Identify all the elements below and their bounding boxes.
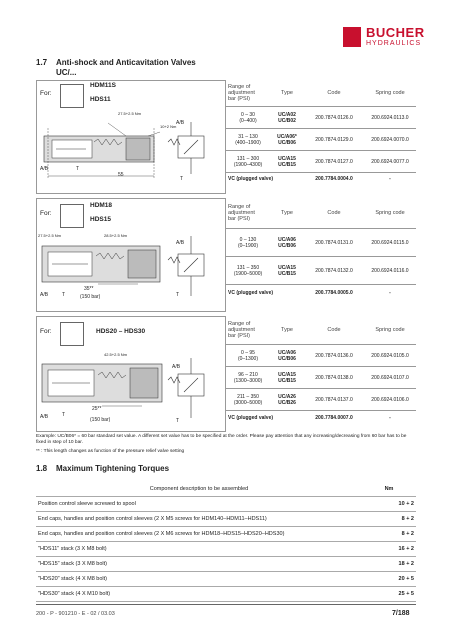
spring-cell: 200.6924.0070.0 — [364, 129, 416, 151]
torque-row-desc: "HDS30" stack (4 X M10 bolt) — [36, 587, 362, 602]
section-number: 1.7 — [36, 58, 48, 67]
torque-row-val: 18 + 2 — [362, 557, 416, 572]
type-cell: UC/A06* UC/B06 — [270, 129, 304, 151]
torque-row-desc: "HDS20" stack (4 X M8 bolt) — [36, 572, 362, 587]
range-cell: 211 – 350 (3000–5000) — [226, 389, 270, 411]
spring-cell: 200.6924.0106.0 — [364, 389, 416, 411]
port-label: A/B — [40, 166, 49, 172]
range-cell: 131 – 300 (1900–4300) — [226, 151, 270, 173]
code-cell: 200.7874.0132.0 — [304, 257, 364, 285]
vc-code: 200.7784.0007.0 — [315, 414, 353, 421]
code-cell: 200.7874.0129.0 — [304, 129, 364, 151]
port-label: T — [62, 412, 66, 418]
vc-code: 200.7784.0005.0 — [315, 289, 353, 296]
vc-spring: - — [389, 289, 391, 296]
port-label: A/B — [40, 292, 49, 298]
valve-cross-section-drawing-2 — [38, 232, 223, 308]
type-cell: UC/A02 UC/B02 — [270, 107, 304, 129]
vc-spring: - — [389, 175, 391, 182]
header-type: Type — [270, 316, 304, 345]
for-label: For: — [40, 328, 52, 335]
torque-row-val: 8 + 2 — [362, 512, 416, 527]
model-name: HDM18 — [90, 202, 113, 209]
dimension-label: 35** — [84, 286, 94, 292]
section-number: 1.8 — [36, 464, 48, 473]
spring-cell: 200.6924.0107.0 — [364, 367, 416, 389]
spring-cell: 200.6924.0116.0 — [364, 257, 416, 285]
type-cell: UC/A06 UC/B06 — [270, 345, 304, 367]
port-label: A/B — [40, 414, 49, 420]
spring-cell: 200.6924.0077.0 — [364, 151, 416, 173]
torque-row-val: 20 + 5 — [362, 572, 416, 587]
model-name: HDS11 — [90, 96, 111, 103]
type-cell: UC/A26 UC/B26 — [270, 389, 304, 411]
valve-cross-section-drawing-3 — [38, 350, 223, 428]
for-label: For: — [40, 90, 52, 97]
symbol-port-label: A/B — [176, 120, 185, 126]
spec-table-2 — [226, 198, 416, 301]
torque-row-desc: End caps, handles and position control sleeves (2 X M6 screws for HDM18–HDS15–HDS20–HDS30) — [36, 527, 362, 542]
torque-row-desc: Position control sleeve screwed to spool — [36, 497, 362, 512]
torque-header-desc: Component description to be assembled — [36, 482, 362, 497]
code-cell: 200.7874.0126.0 — [304, 107, 364, 129]
header-range: Range of adjustment bar (PSI) — [226, 316, 270, 345]
symbol-port-label: T — [180, 176, 184, 182]
brand-name: BUCHER — [366, 25, 425, 40]
header-code: Code — [304, 316, 364, 345]
symbol-port-label: A/B — [172, 364, 181, 370]
symbol-port-label: T — [176, 418, 180, 424]
note-example: Example: UC/B06* = 60 bar standard set value. A different set value has to be specified at the order. Please pay attention that any increasing/decreasing from 60 bar has to be fixed in step of 10 bar. — [36, 434, 407, 445]
torque-row-val: 16 + 2 — [362, 542, 416, 557]
header-range: Range of adjustment bar (PSI) — [226, 198, 270, 229]
brand-logo-mark — [343, 27, 361, 47]
spring-cell: 200.6924.0113.0 — [364, 107, 416, 129]
torque-label: 28.5+2.5 Nm — [104, 233, 128, 238]
vc-cell: VC (plugged valve) — [228, 414, 274, 421]
torque-row-desc: "HDS15" stack (3 X M8 bolt) — [36, 557, 362, 572]
type-cell: UC/A06 UC/B06 — [270, 229, 304, 257]
document-number: 200 - P - 901210 - E - 02 / 03.03 — [36, 611, 115, 617]
section-title: Maximum Tightening Torques — [56, 464, 170, 473]
model-name: HDS20 – HDS30 — [96, 328, 146, 335]
header-spring: Spring code — [364, 198, 416, 229]
type-cell: UC/A15 UC/B15 — [270, 151, 304, 173]
footer-divider — [36, 604, 416, 605]
spec-table-1 — [226, 80, 416, 185]
vc-cell: VC (plugged valve) — [228, 289, 274, 296]
vc-cell: VC (plugged valve) — [228, 175, 274, 182]
header-spring: Spring code — [364, 80, 416, 107]
code-cell: 200.7874.0138.0 — [304, 367, 364, 389]
torque-row-val: 10 + 2 — [362, 497, 416, 512]
symbol-port-label: A/B — [176, 240, 185, 246]
code-cell: 200.7874.0131.0 — [304, 229, 364, 257]
torque-row-desc: "HDS11" stack (3 X M8 bolt) — [36, 542, 362, 557]
torque-row-val: 25 + 5 — [362, 587, 416, 602]
torque-label: 10+2 Nm — [160, 124, 177, 129]
dimension-label: 55 — [118, 172, 124, 178]
range-cell: 96 – 210 (1300–3000) — [226, 367, 270, 389]
model-name: HDS15 — [90, 216, 111, 223]
model-box — [60, 204, 84, 228]
range-cell: 0 – 95 (0–1300) — [226, 345, 270, 367]
header-range: Range of adjustment bar (PSI) — [226, 80, 270, 107]
model-box — [60, 84, 84, 108]
bar-label: (150 bar) — [90, 417, 111, 423]
port-label: T — [62, 292, 66, 298]
torque-row-desc: End caps, handles and position control sleeves (2 X M5 screws for HDM140–HDM11–HDS11) — [36, 512, 362, 527]
for-label: For: — [40, 210, 52, 217]
torque-label: 27.5+2.5 Nm — [38, 233, 62, 238]
torque-table — [36, 482, 416, 602]
section-title: Anti-shock and Anticavitation Valves — [56, 58, 196, 67]
code-cell: 200.7874.0137.0 — [304, 389, 364, 411]
type-cell: UC/A15 UC/B15 — [270, 367, 304, 389]
section-subtitle: UC/... — [56, 68, 77, 77]
range-cell: 0 – 130 (0–1900) — [226, 229, 270, 257]
page-number: 7/188 — [392, 610, 410, 617]
torque-header-unit: Nm — [362, 482, 416, 497]
vc-code: 200.7784.0004.0 — [315, 175, 353, 182]
torque-label: 27.5+2.5 Nm — [118, 111, 142, 116]
spring-cell: 200.6924.0115.0 — [364, 229, 416, 257]
torque-row-val: 8 + 2 — [362, 527, 416, 542]
range-cell: 131 – 350 (1900–5000) — [226, 257, 270, 285]
header-code: Code — [304, 80, 364, 107]
model-box — [60, 322, 84, 346]
range-cell: 31 – 130 (400–1900) — [226, 129, 270, 151]
code-cell: 200.7874.0136.0 — [304, 345, 364, 367]
dimension-label: 25** — [92, 406, 102, 412]
port-label: T — [76, 166, 80, 172]
model-name: HDM11S — [90, 82, 117, 89]
spring-cell: 200.6924.0105.0 — [364, 345, 416, 367]
header-type: Type — [270, 80, 304, 107]
header-type: Type — [270, 198, 304, 229]
vc-spring: - — [389, 414, 391, 421]
bar-label: (150 bar) — [80, 294, 101, 300]
brand-sub: HYDRAULICS — [366, 40, 422, 47]
code-cell: 200.7874.0127.0 — [304, 151, 364, 173]
type-cell: UC/A15 UC/B15 — [270, 257, 304, 285]
header-code: Code — [304, 198, 364, 229]
range-cell: 0 – 30 (0–400) — [226, 107, 270, 129]
note-stars: ** : This length changes as function of the pressure relief valve setting — [36, 449, 185, 454]
header-spring: Spring code — [364, 316, 416, 345]
symbol-port-label: T — [176, 292, 180, 298]
valve-cross-section-drawing-1 — [38, 108, 223, 190]
torque-label: 42.5+2.5 Nm — [104, 352, 128, 357]
spec-table-3 — [226, 316, 416, 425]
